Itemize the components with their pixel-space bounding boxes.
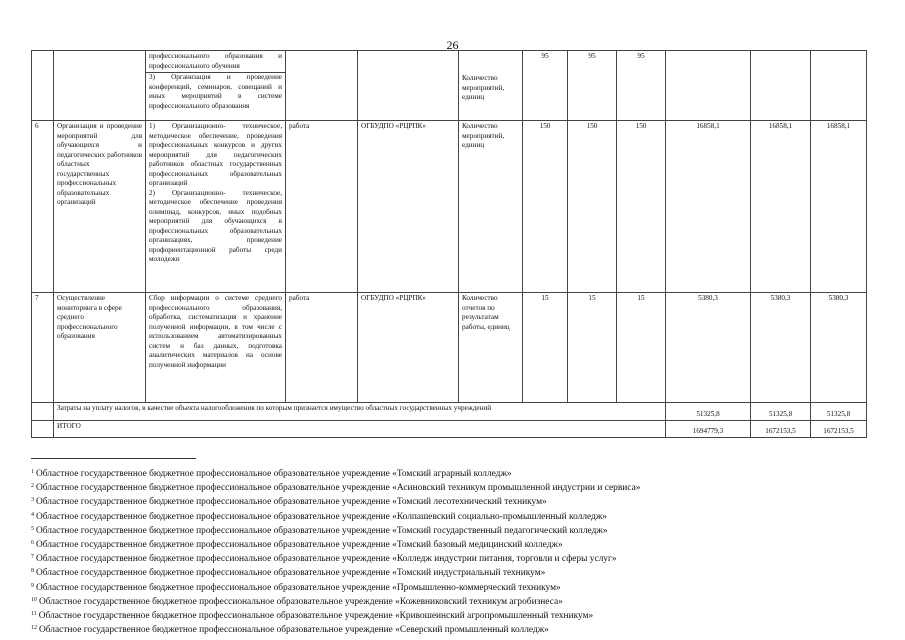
cell-volume-2: 15 xyxy=(568,293,617,403)
budget-table xyxy=(31,50,867,438)
cell-sum-2: 51325,8 xyxy=(751,403,811,421)
footnote: $^6$ Областное государственное бюджетное профессиональное образовательное учреждение «Томский базовый медицинский колледж» xyxy=(31,540,563,551)
page-number: 26 xyxy=(446,38,459,52)
cell-sum-1 xyxy=(666,51,751,121)
footnote: $^9$ Областное государственное бюджетное профессиональное образовательное учреждение «Промышленно-коммерческий техникум» xyxy=(31,582,561,593)
cell-num: 6 xyxy=(32,121,54,293)
cell-volume-2: 95 xyxy=(568,51,617,121)
activity-text: 2) Организационно- техническое, методическое обеспечение проведения олимпиад, конкурсов, иных подобных мероприятий для обучающихся в профессиональных образовательных организациях, проведение профориентационной работы среди молодежи xyxy=(149,188,282,263)
table-row-total xyxy=(32,421,867,438)
cell-unit: Количество мероприятий, единиц xyxy=(459,121,523,293)
cell-sum-1: 5380,3 xyxy=(666,293,751,403)
taxes-label: Затраты на уплату налогов, в качестве объекта налогообложения по которым признается имущество областных государственных учреждений xyxy=(54,403,666,421)
activity-text: профессионального образования и профессионального обучения xyxy=(149,52,282,70)
footnotes xyxy=(31,466,871,636)
cell-volume-3: 95 xyxy=(617,51,666,121)
cell-sum-2 xyxy=(751,51,811,121)
cell-unit xyxy=(459,51,523,121)
table-row-6 xyxy=(32,121,867,293)
cell-sum-2: 5380,3 xyxy=(751,293,811,403)
footnote: $^1$ Областное государственное бюджетное профессиональное образовательное учреждение «Томский аграрный колледж» xyxy=(31,469,512,479)
cell-name xyxy=(54,51,146,121)
cell-type: работа xyxy=(286,293,358,403)
cell-type xyxy=(286,51,358,121)
total-label: ИТОГО xyxy=(54,421,666,438)
cell-sum-1: 51325,8 xyxy=(666,403,751,421)
cell-sum-3: 51325,8 xyxy=(811,403,867,421)
cell-type: работа xyxy=(286,121,358,293)
cell-sum-2: 1672153,5 xyxy=(751,421,811,438)
cell-institution: ОГБУДПО «РЦРПК» xyxy=(358,121,459,293)
footnote: $^8$ Областное государственное бюджетное профессиональное образовательное учреждение «Томский индустриальный техникум» xyxy=(31,568,546,579)
cell-institution: ОГБУДПО «РЦРПК» xyxy=(358,293,459,403)
cell-sum-3: 16858,1 xyxy=(811,121,867,293)
cell-activity xyxy=(146,121,286,293)
cell-activity xyxy=(146,51,286,121)
cell-volume-1: 150 xyxy=(523,121,568,293)
footnote-divider xyxy=(31,458,196,459)
activity-text: 1) Организационно- техническое, методическое обеспечение, проведения профессиональных конкурсов и других мероприятий для педагогических работников областных государственных профессиональных образовательных организаций xyxy=(149,122,282,187)
table-row-continuation xyxy=(32,51,867,121)
cell-institution xyxy=(358,51,459,121)
table-row-taxes xyxy=(32,403,867,421)
cell-sum-1: 16858,1 xyxy=(666,121,751,293)
cell-unit: Количество отчетов по результатам работы, единиц xyxy=(459,293,523,403)
cell-sum-1: 1694779,3 xyxy=(666,421,751,438)
cell-sum-2: 16858,1 xyxy=(751,121,811,293)
cell-volume-1: 15 xyxy=(523,293,568,403)
footnote: $^3$ Областное государственное бюджетное профессиональное образовательное учреждение «Томский лесотехнический техникум» xyxy=(31,497,547,508)
footnote: $^4$ Областное государственное бюджетное профессиональное образовательное учреждение «Колпашевский социально-промышленный колледж» xyxy=(31,511,607,522)
cell-volume-2: 150 xyxy=(568,121,617,293)
footnote: $^5$ Областное государственное бюджетное профессиональное образовательное учреждение «Томский государственный педагогический колледж» xyxy=(31,525,608,536)
cell-name: Осуществление мониторинга в сфере среднего профессионального образования xyxy=(54,293,146,403)
cell-volume-3: 150 xyxy=(617,121,666,293)
cell-sum-3 xyxy=(811,51,867,121)
footnote: $^{10}$ Областное государственное бюджетное профессиональное образовательное учреждение «Кожевниковский техникум агробизнеса» xyxy=(31,596,563,607)
footnote: $^7$ Областное государственное бюджетное профессиональное образовательное учреждение «Колледж индустрии питания, торговли и сферы услуг» xyxy=(31,554,617,565)
table-row-7 xyxy=(32,293,867,403)
cell-volume-3: 15 xyxy=(617,293,666,403)
cell-num xyxy=(32,403,54,421)
cell-num: 7 xyxy=(32,293,54,403)
cell-name: Организация и проведение мероприятий для обучающихся и педагогических работников областных государственных профессиональных образовательных организаций xyxy=(54,121,146,293)
cell-sum-3: 5380,3 xyxy=(811,293,867,403)
footnote: $^{12}$ Областное государственное бюджетное профессиональное образовательное учреждение «Северский промышленный колледж» xyxy=(31,625,549,636)
cell-volume-1: 95 xyxy=(523,51,568,121)
footnote: $^2$ Областное государственное бюджетное профессиональное образовательное учреждение «Асиновский техникум промышленной индустрии и сервиса» xyxy=(31,483,641,494)
unit-text: Количество мероприятий, единиц xyxy=(462,74,505,101)
footnote: $^{11}$ Областное государственное бюджетное профессиональное образовательное учреждение «Кривошеинский агропромышленный техникум» xyxy=(31,611,594,622)
cell-sum-3: 1672153,5 xyxy=(811,421,867,438)
cell-num xyxy=(32,51,54,121)
cell-num xyxy=(32,421,54,438)
cell-activity: Сбор информации о системе среднего профессионального образования, обработка, систематизация и хранение полученной информации, в том числе с использованием автоматизированных систем и баз данных, подготовка аналитических материалов на основе полученной информации xyxy=(146,293,286,403)
activity-text: 3) Организация и проведение конференций, семинаров, совещаний и иных мероприятий в системе профессионального образования xyxy=(146,72,285,111)
